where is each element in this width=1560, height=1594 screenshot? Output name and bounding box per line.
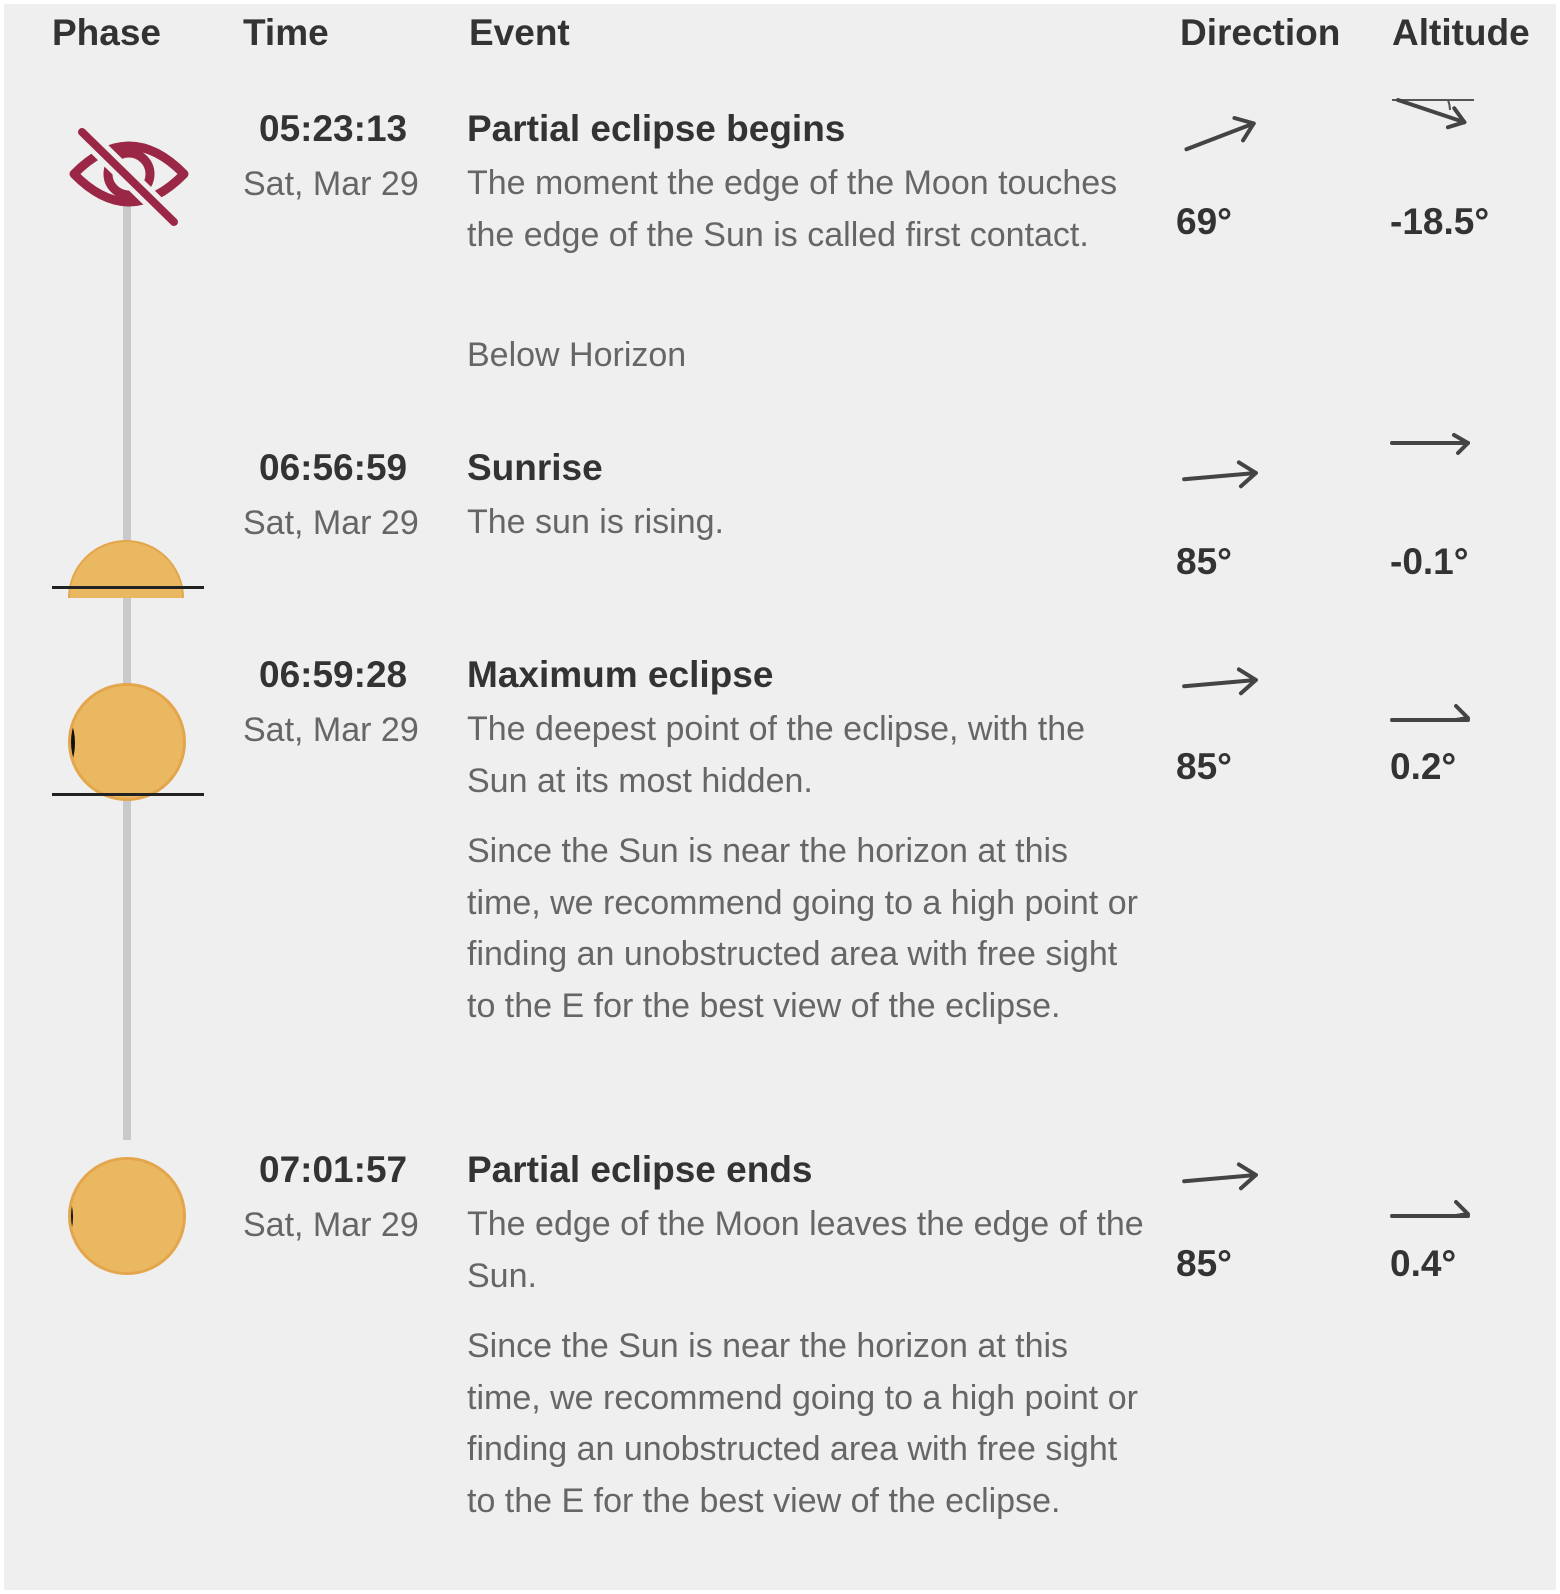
column-header-event: Event [469, 12, 570, 53]
direction-arrow-icon [1176, 106, 1266, 166]
event-time: 07:01:57 [259, 1149, 408, 1190]
direction-value: 85° [1176, 541, 1232, 582]
event-note: Since the Sun is near the horizon at this time, we recommend going to a high point or finding an unobstructed area with free sight to the E for the best view of the eclipse. [467, 832, 1138, 1025]
altitude-arrow-icon [1388, 1186, 1478, 1246]
eye-slash-icon [68, 124, 190, 228]
event-description: The edge of the Moon leaves the edge of the Sun. [467, 1205, 1144, 1295]
direction-arrow-icon [1176, 653, 1266, 713]
event-description: The sun is rising. [467, 503, 724, 541]
event-date: Sat, Mar 29 [243, 165, 419, 203]
phase-timeline-line [123, 200, 131, 1140]
altitude-value: -0.1° [1390, 541, 1469, 582]
horizon-line [52, 586, 204, 589]
event-note: Since the Sun is near the horizon at this time, we recommend going to a high point or finding an unobstructed area with free sight to the E for the best view of the eclipse. [467, 1327, 1138, 1520]
column-header-altitude: Altitude [1392, 12, 1530, 53]
direction-value: 85° [1176, 746, 1232, 787]
altitude-arrow-icon [1388, 425, 1478, 485]
column-header-direction: Direction [1180, 12, 1341, 53]
direction-arrow-icon [1176, 1148, 1266, 1208]
event-note: Below Horizon [467, 336, 687, 374]
event-description: The deepest point of the eclipse, with the Sun at its most hidden. [467, 710, 1086, 800]
altitude-arrow-icon [1388, 90, 1478, 150]
altitude-value: -18.5° [1390, 201, 1490, 242]
direction-arrow-icon [1176, 446, 1266, 506]
altitude-value: 0.2° [1390, 746, 1457, 787]
sun-icon [68, 1157, 186, 1275]
event-date: Sat, Mar 29 [243, 1206, 419, 1244]
event-title: Partial eclipse ends [467, 1149, 813, 1190]
event-title: Partial eclipse begins [467, 108, 846, 149]
column-header-time: Time [243, 12, 329, 53]
event-time: 06:56:59 [259, 447, 408, 488]
altitude-value: 0.4° [1390, 1243, 1457, 1284]
event-time: 05:23:13 [259, 108, 408, 149]
event-time: 06:59:28 [259, 654, 408, 695]
altitude-arrow-icon [1388, 690, 1478, 750]
direction-value: 69° [1176, 201, 1232, 242]
horizon-line [52, 793, 204, 796]
column-header-phase: Phase [52, 12, 162, 53]
event-title: Sunrise [467, 447, 603, 488]
maximum-eclipse-icon [68, 683, 186, 801]
event-date: Sat, Mar 29 [243, 711, 419, 749]
direction-value: 85° [1176, 1243, 1232, 1284]
event-description: The moment the edge of the Moon touches the edge of the Sun is called first contact. [467, 164, 1118, 254]
event-title: Maximum eclipse [467, 654, 774, 695]
event-date: Sat, Mar 29 [243, 504, 419, 542]
